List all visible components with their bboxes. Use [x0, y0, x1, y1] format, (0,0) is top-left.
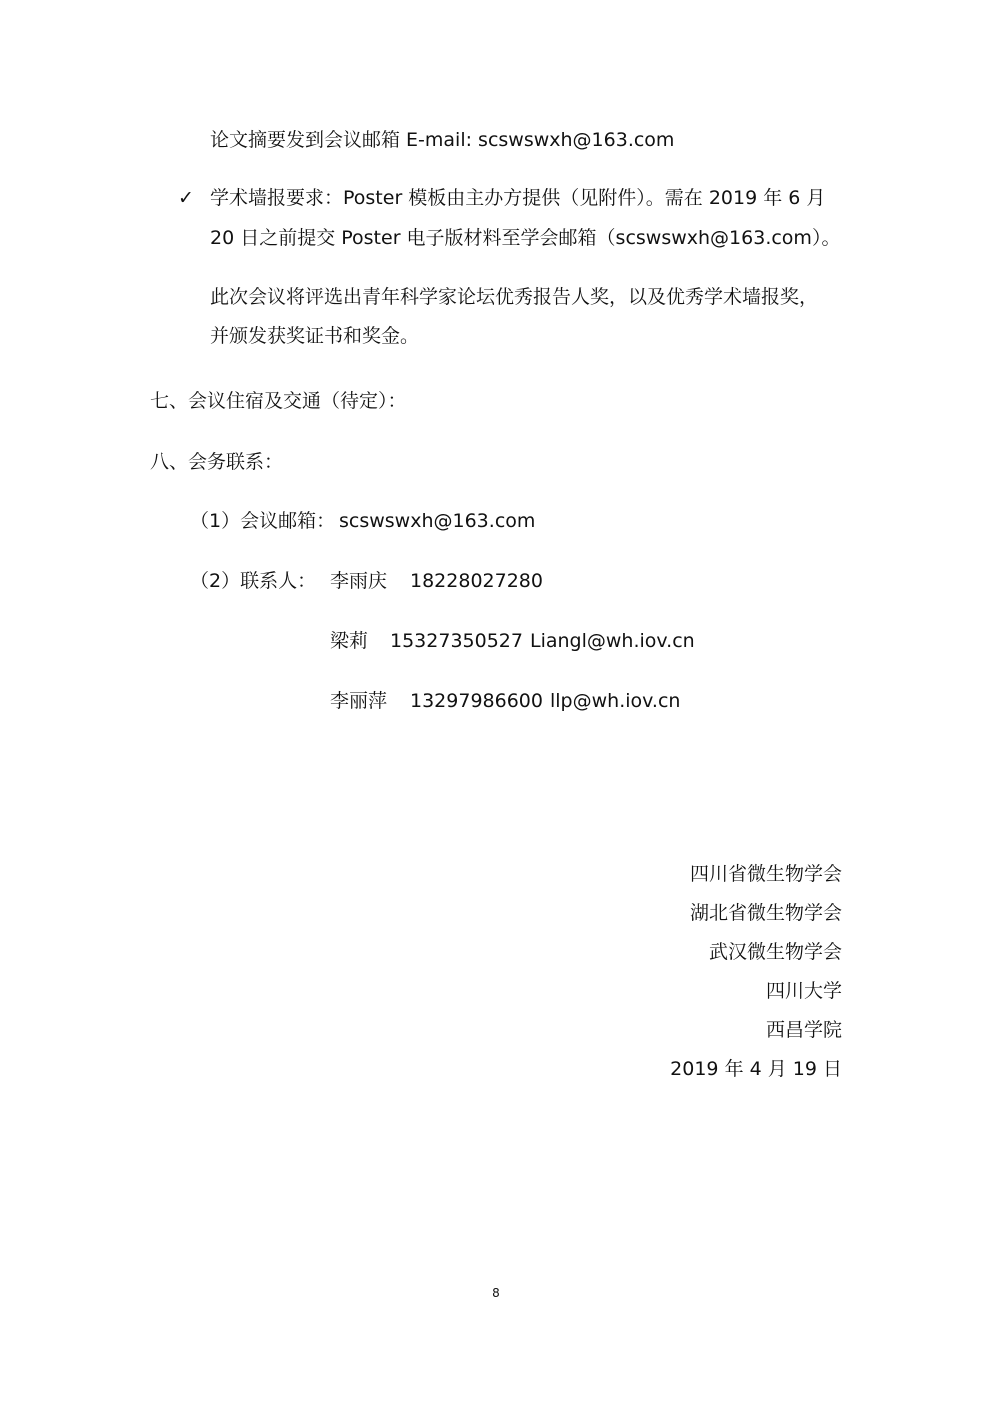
- contact-person-phone: 13297986600: [410, 690, 543, 712]
- document-date: 2019 年 4 月 19 日: [670, 1058, 842, 1080]
- contact-email-label: （1）会议邮箱：: [190, 510, 336, 532]
- poster-requirement-line-1: 学术墙报要求：Poster 模板由主办方提供（见附件）。需在 2019 年 6 月: [210, 187, 826, 209]
- contact-person-phone: 15327350527: [390, 630, 523, 652]
- signatory: 四川省微生物学会: [689, 863, 842, 885]
- signatory: 湖北省微生物学会: [689, 902, 842, 924]
- contact-person-email: llp@wh.iov.cn: [550, 690, 681, 712]
- contact-email-address: scswswxh@163.com: [339, 510, 536, 532]
- poster-requirement-line-2: 20 日之前提交 Poster 电子版材料至学会邮箱（scswswxh@163.com）。: [210, 227, 841, 249]
- page-number: 8: [492, 1286, 500, 1300]
- signatory: 四川大学: [765, 980, 842, 1002]
- signatory: 武汉微生物学会: [708, 941, 842, 963]
- abstract-email-line: 论文摘要发到会议邮箱 E-mail: scswswxh@163.com: [210, 129, 675, 151]
- contact-person-name: 李丽萍: [330, 690, 388, 712]
- contact-person-name: 梁莉: [330, 630, 369, 652]
- signatory: 西昌学院: [765, 1019, 842, 1041]
- awards-line-1: 此次会议将评选出青年科学家论坛优秀报告人奖，以及优秀学术墙报奖，: [210, 286, 819, 308]
- contact-person-email: Liangl@wh.iov.cn: [530, 630, 695, 652]
- section-8-heading: 八、会务联系：: [150, 451, 284, 473]
- contact-person-phone: 18228027280: [410, 570, 543, 592]
- section-7-heading: 七、会议住宿及交通（待定）：: [150, 390, 407, 412]
- awards-line-2: 并颁发获奖证书和奖金。: [210, 325, 420, 347]
- contact-person-name: 李雨庆: [330, 570, 388, 592]
- contact-persons-label: （2）联系人：: [190, 570, 317, 592]
- checkmark-icon: ✓: [178, 187, 194, 209]
